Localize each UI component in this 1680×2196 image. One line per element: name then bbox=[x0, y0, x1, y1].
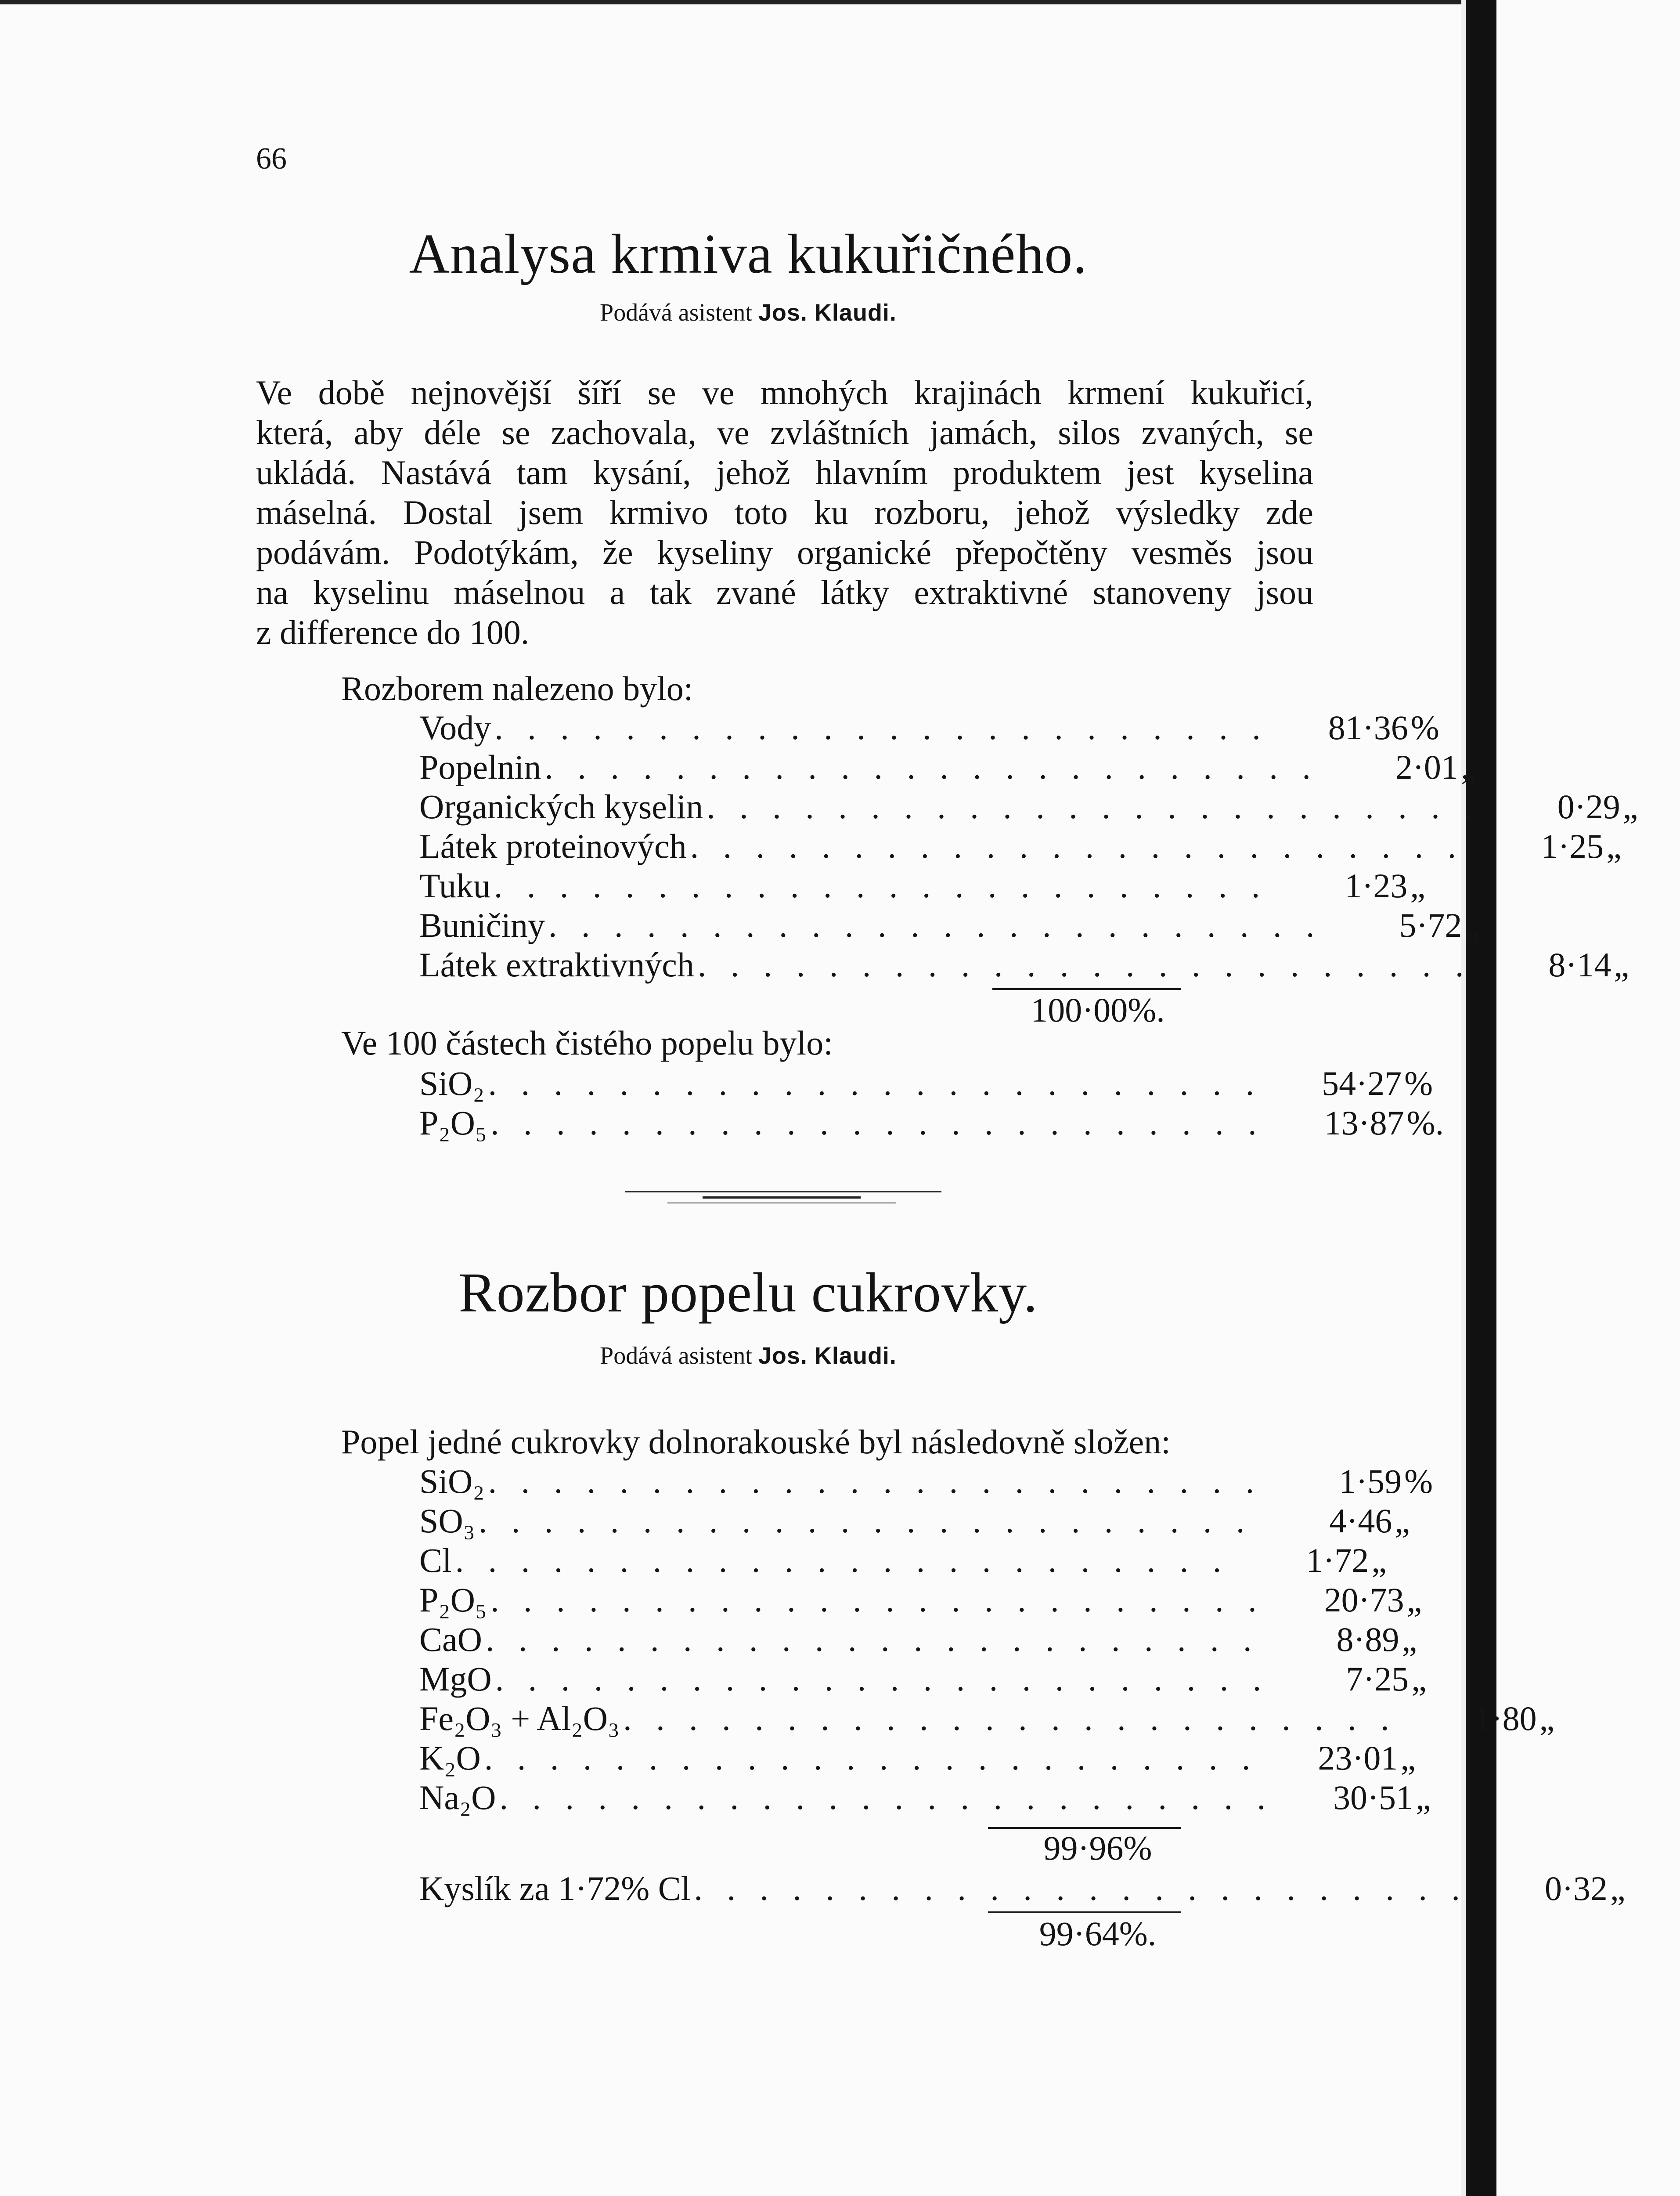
result-unit: % bbox=[1410, 708, 1439, 747]
byline-prefix: Podává asistent bbox=[600, 299, 752, 326]
result-unit: „ bbox=[1410, 867, 1426, 905]
leader-dots: . . . . . . . . . . . . . . . . . . . . . . . . bbox=[548, 906, 1323, 944]
paragraph-line: na kyselinu máselnou a tak zvané látky extraktivné stanoveny jsou bbox=[256, 573, 1313, 611]
leader-dots: . . . . . . . . . . . . . . . . . . . . . . . . bbox=[494, 708, 1269, 747]
composition-unit: % bbox=[1404, 1462, 1433, 1500]
composition-label: Na₂O bbox=[419, 1778, 496, 1817]
ash-composition-intro: Popel jedné cukrovky dolnorakouské byl následovně složen: bbox=[341, 1423, 1171, 1461]
byline-prefix: Podává asistent bbox=[600, 1342, 752, 1369]
leader-dots: . . . . . . . . . . . . . . . . . . . . . . . . bbox=[490, 1581, 1265, 1619]
leader-dots: . . . . . . . . . . . . . . . . . . . . . . . . bbox=[485, 1620, 1260, 1658]
leader-dots: . . . . . . . . . . . . . . . . . . . . . . . . bbox=[694, 1869, 1468, 1907]
results-intro: Rozborem nalezeno bylo: bbox=[341, 669, 693, 708]
composition-value: 4·46 bbox=[1329, 1502, 1392, 1540]
composition-label: CaO bbox=[419, 1620, 482, 1658]
composition-unit: „ bbox=[1402, 1620, 1417, 1658]
section2-title: Rozbor popelu cukrovky. bbox=[458, 1261, 1038, 1324]
result-unit: „ bbox=[1606, 827, 1622, 865]
composition-row bbox=[419, 1620, 1417, 1659]
result-unit: „ bbox=[1622, 787, 1638, 826]
composition-value: 30·51 bbox=[1333, 1778, 1413, 1817]
paragraph-line: máselná. Dostal jsem krmivo toto ku rozboru, jehož výsledky zde bbox=[256, 493, 1313, 531]
sum-rule bbox=[988, 1911, 1181, 1913]
composition-label: SO₃ bbox=[419, 1502, 475, 1540]
section-divider bbox=[625, 1191, 941, 1192]
result-value: 5·72 bbox=[1399, 906, 1462, 944]
composition-label: MgO bbox=[419, 1660, 492, 1698]
leader-dots: . . . . . . . . . . . . . . . . . . . . . . . . bbox=[495, 1660, 1269, 1698]
leader-dots: . . . . . . . . . . . . . . . . . . . . . . . . bbox=[494, 867, 1268, 905]
result-value: 8·14 bbox=[1548, 946, 1612, 984]
section2-byline bbox=[0, 1342, 1496, 1370]
composition-unit: „ bbox=[1406, 1581, 1422, 1619]
ash-label: P₂O₅ bbox=[419, 1104, 487, 1142]
oxygen-correction-row bbox=[419, 1869, 1626, 1908]
composition-unit: „ bbox=[1411, 1660, 1427, 1698]
leader-dots: . . . . . . . . . . . . . . . . . . . . . . . . bbox=[484, 1739, 1258, 1777]
ash-row bbox=[419, 1103, 1444, 1143]
leader-dots: . . . . . . . . . . . . . . . . . . . . . . . . bbox=[697, 946, 1472, 984]
composition-unit: „ bbox=[1395, 1502, 1410, 1540]
composition-unit: „ bbox=[1539, 1699, 1555, 1737]
leader-dots: . . . . . . . . . . . . . . . . . . . . . . . . bbox=[707, 787, 1481, 826]
result-row bbox=[419, 866, 1426, 906]
ash-unit: %. bbox=[1406, 1104, 1444, 1142]
result-value: 2·01 bbox=[1395, 748, 1458, 786]
composition-unit: „ bbox=[1415, 1778, 1431, 1817]
composition-value: 23·01 bbox=[1318, 1739, 1398, 1777]
ash-intro: Ve 100 částech čistého popelu bylo: bbox=[341, 1024, 833, 1062]
result-row bbox=[419, 906, 1480, 945]
result-label: Tuku bbox=[419, 867, 490, 905]
section1-byline bbox=[0, 299, 1496, 327]
section-divider-center bbox=[703, 1196, 861, 1199]
composition-unit: „ bbox=[1400, 1739, 1416, 1777]
result-row bbox=[419, 945, 1630, 985]
composition-label: Fe₂O₃ + Al₂O₃ bbox=[419, 1699, 620, 1737]
composition-value: 20·73 bbox=[1324, 1581, 1404, 1619]
page-right-edge bbox=[1466, 0, 1496, 2196]
leader-dots: . . . . . . . . . . . . . . . . . . . . . . . . bbox=[690, 827, 1464, 865]
composition-row bbox=[419, 1462, 1433, 1501]
result-label: Organických kyselin bbox=[419, 787, 703, 826]
leader-dots: . . . . . . . . . . . . . . . . . . . . . . . . bbox=[488, 1462, 1262, 1500]
byline-author: Jos. Klaudi. bbox=[758, 300, 897, 326]
leader-dots: . . . . . . . . . . . . . . . . . . . . . . . . bbox=[544, 748, 1319, 786]
composition-row bbox=[419, 1699, 1555, 1738]
composition-value: 7·25 bbox=[1346, 1660, 1409, 1698]
oxygen-label: Kyslík za 1·72% Cl bbox=[419, 1869, 691, 1907]
section1-paragraph bbox=[256, 372, 1313, 652]
ash-label: SiO₂ bbox=[419, 1064, 485, 1102]
result-row bbox=[419, 827, 1622, 866]
section1-title: Analysa krmiva kukuřičného. bbox=[409, 223, 1088, 285]
result-label: Buničiny bbox=[419, 906, 545, 944]
composition-label: K₂O bbox=[419, 1739, 481, 1777]
composition-value: 8·89 bbox=[1336, 1620, 1399, 1658]
result-label: Popelnin bbox=[419, 748, 541, 786]
result-value: 0·29 bbox=[1557, 787, 1620, 826]
result-label: Látek extraktivných bbox=[419, 946, 694, 984]
result-value: 1·23 bbox=[1345, 867, 1408, 905]
result-value: 1·25 bbox=[1541, 827, 1604, 865]
ash-unit: % bbox=[1404, 1064, 1433, 1102]
oxygen-unit: „ bbox=[1610, 1869, 1626, 1907]
composition-subtotal: 99·96% bbox=[1043, 1829, 1152, 1867]
result-row bbox=[419, 708, 1439, 748]
ash-value: 54·27 bbox=[1322, 1064, 1402, 1102]
composition-row bbox=[419, 1738, 1416, 1778]
paragraph-line: která, aby déle se zachovala, ve zvláštních jamách, silos zvaných, se bbox=[256, 413, 1313, 451]
composition-label: Cl bbox=[419, 1541, 452, 1579]
paragraph-line: Ve době nejnovější šíří se ve mnohých krajinách krmení kukuřicí, bbox=[256, 373, 1313, 412]
page-top-edge bbox=[0, 0, 1496, 4]
sum-rule bbox=[992, 988, 1181, 990]
result-unit: „ bbox=[1464, 906, 1480, 944]
byline-author: Jos. Klaudi. bbox=[758, 1343, 897, 1369]
composition-row bbox=[419, 1659, 1427, 1699]
ash-row bbox=[419, 1064, 1433, 1103]
result-row bbox=[419, 748, 1476, 787]
composition-unit: „ bbox=[1371, 1541, 1387, 1579]
composition-value: 1·72 bbox=[1306, 1541, 1369, 1579]
composition-label: P₂O₅ bbox=[419, 1581, 487, 1619]
oxygen-value: 0·32 bbox=[1544, 1869, 1608, 1907]
result-unit: „ bbox=[1460, 748, 1476, 786]
composition-final-total: 99·64%. bbox=[1039, 1914, 1157, 1953]
leader-dots: . . . . . . . . . . . . . . . . . . . . . . . . bbox=[490, 1104, 1265, 1142]
page-gutter bbox=[1461, 0, 1466, 2196]
result-value: 81·36 bbox=[1328, 708, 1408, 747]
paragraph-line: ukládá. Nastává tam kysání, jehož hlavním produktem jest kyselina bbox=[256, 453, 1313, 491]
results-total: 100·00%. bbox=[1031, 991, 1165, 1029]
page-number: 66 bbox=[256, 142, 287, 176]
result-label: Látek proteinových bbox=[419, 827, 687, 865]
paragraph-line: podávám. Podotýkám, že kyseliny organické přepočtěny vesměs jsou bbox=[256, 533, 1313, 571]
composition-value: 1·59 bbox=[1339, 1462, 1402, 1500]
composition-row bbox=[419, 1541, 1387, 1580]
result-unit: „ bbox=[1614, 946, 1630, 984]
composition-row bbox=[419, 1501, 1410, 1541]
leader-dots: . . . . . . . . . . . . . . . . . . . . . . . . bbox=[499, 1778, 1273, 1817]
composition-row bbox=[419, 1778, 1431, 1817]
leader-dots: . . . . . . . . . . . . . . . . . . . . . . . . bbox=[488, 1064, 1262, 1102]
ash-value: 13·87 bbox=[1324, 1104, 1404, 1142]
result-row bbox=[419, 787, 1638, 827]
result-label: Vody bbox=[419, 708, 491, 747]
composition-value: 1·80 bbox=[1474, 1699, 1537, 1737]
leader-dots: . . . . . . . . . . . . . . . . . . . . . . . . bbox=[478, 1502, 1253, 1540]
leader-dots: . . . . . . . . . . . . . . . . . . . . . . . . bbox=[455, 1541, 1229, 1579]
leader-dots: . . . . . . . . . . . . . . . . . . . . . . . . bbox=[623, 1699, 1397, 1737]
composition-row bbox=[419, 1580, 1422, 1620]
composition-label: SiO₂ bbox=[419, 1462, 485, 1500]
paragraph-line: z difference do 100. bbox=[256, 613, 530, 651]
